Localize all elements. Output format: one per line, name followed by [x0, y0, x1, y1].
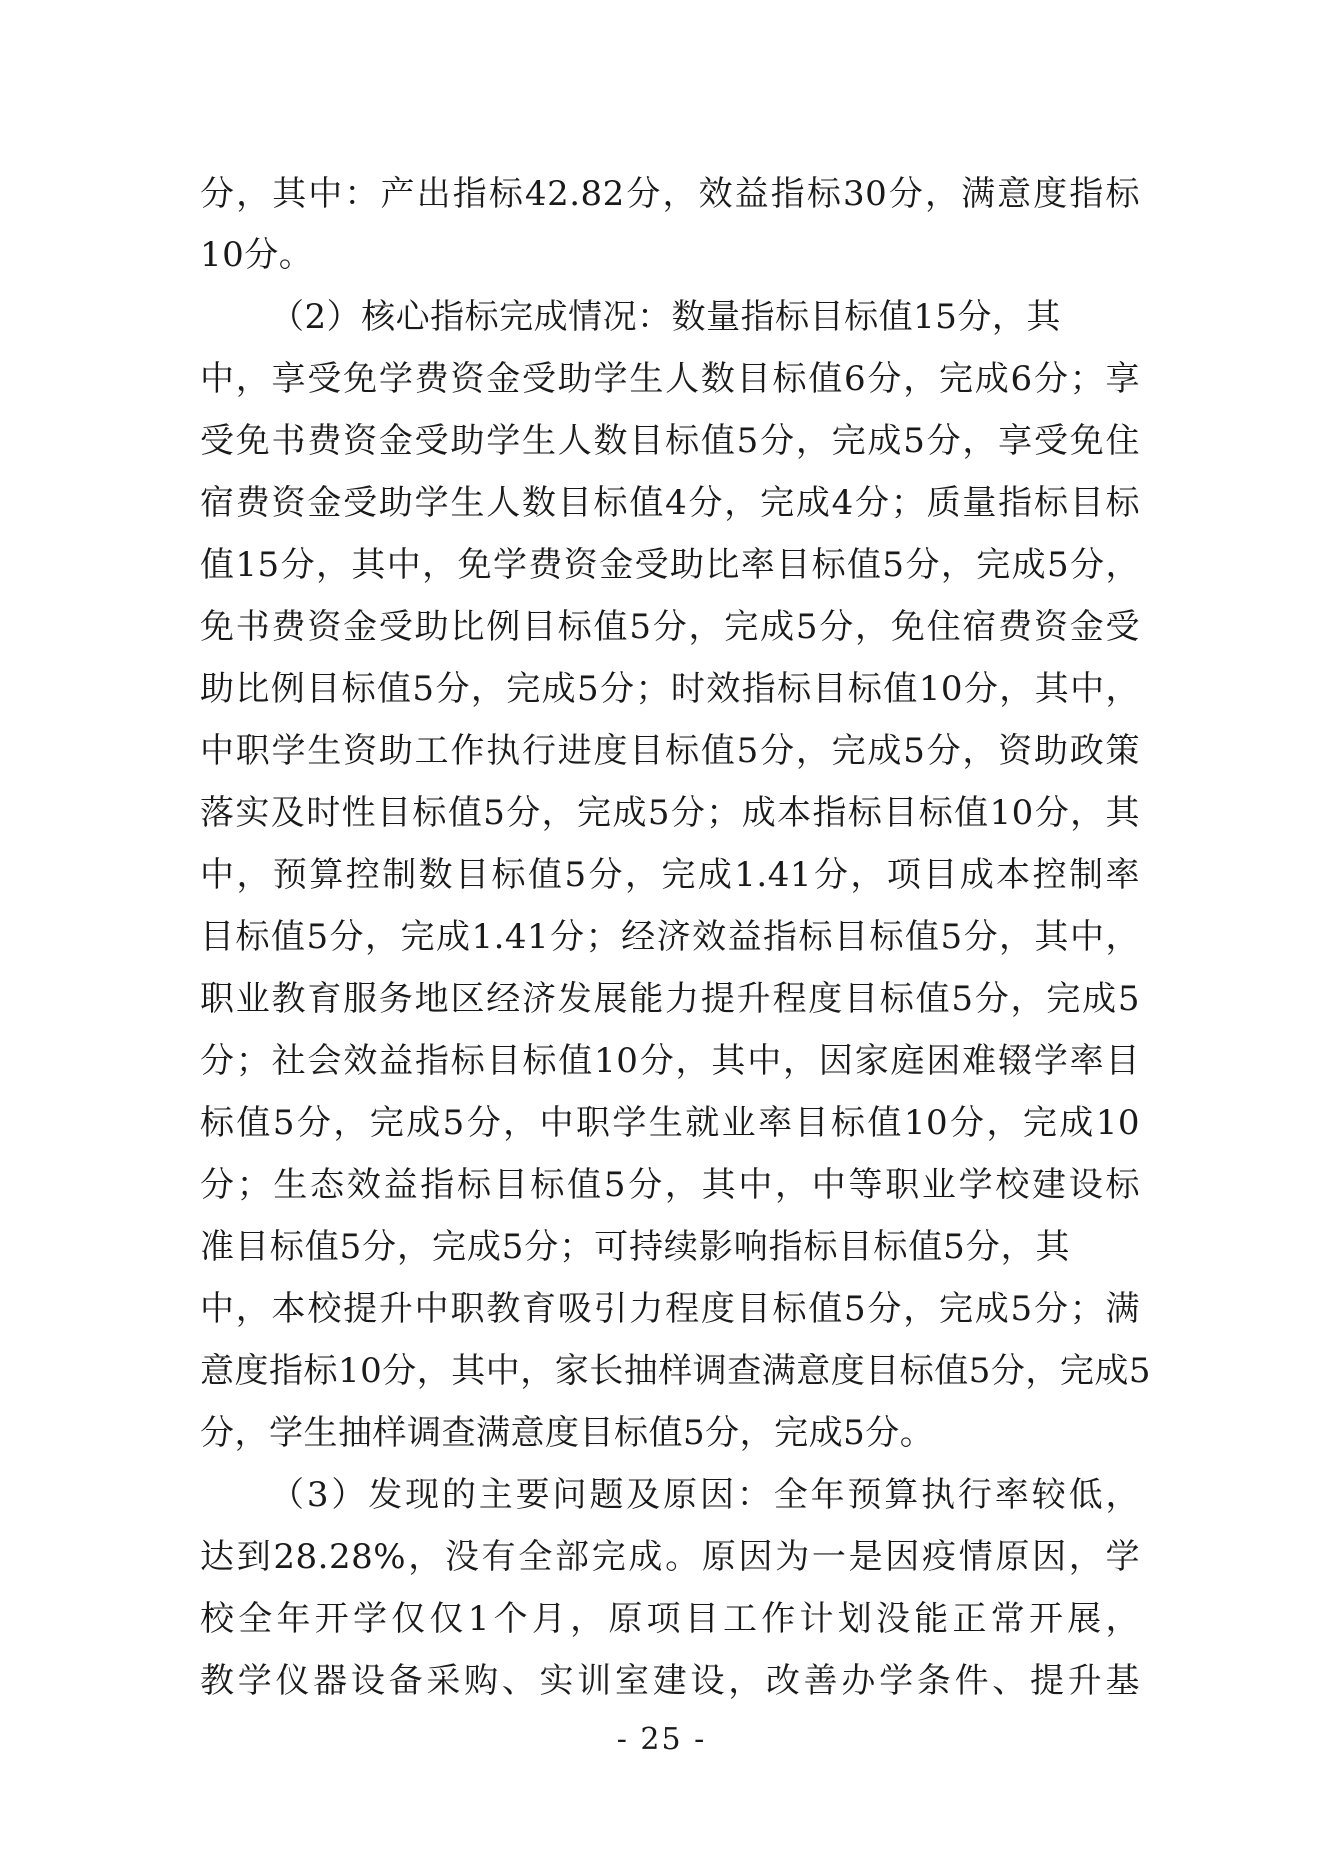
page-number: - 25 -	[616, 1722, 707, 1757]
text-line: 目标值5分，完成1.41分；经济效益指标目标值5分，其中，	[200, 917, 1140, 957]
text-line: 分；生态效益指标目标值5分，其中，中等职业学校建设标	[200, 1165, 1140, 1205]
text-line: 值15分，其中，免学费资金受助比率目标值5分，完成5分，	[200, 545, 1140, 585]
text-line: 中，本校提升中职教育吸引力程度目标值5分，完成5分；满	[200, 1289, 1140, 1329]
text-line: 职业教育服务地区经济发展能力提升程度目标值5分，完成5	[200, 979, 1140, 1019]
text-line: 10分。	[200, 235, 314, 275]
text-line: 准目标值5分，完成5分；可持续影响指标目标值5分，其	[200, 1227, 1070, 1267]
text-line: 校全年开学仅仅1个月，原项目工作计划没能正常开展，	[200, 1599, 1140, 1639]
text-line: 免书费资金受助比例目标值5分，完成5分，免住宿费资金受	[200, 607, 1140, 647]
text-line: 助比例目标值5分，完成5分；时效指标目标值10分，其中，	[200, 669, 1140, 709]
text-line: 宿费资金受助学生人数目标值4分，完成4分；质量指标目标	[200, 483, 1140, 523]
text-line: 分；社会效益指标目标值10分，其中，因家庭困难辍学率目	[200, 1041, 1140, 1081]
text-line: 达到28.28%，没有全部完成。原因为一是因疫情原因，学	[200, 1537, 1140, 1577]
text-line: 分，其中：产出指标42.82分，效益指标30分，满意度指标	[200, 174, 1140, 214]
paragraph-2-start: （2）核心指标完成情况：数量指标目标值15分，其	[270, 297, 1061, 337]
text-line: 意度指标10分，其中，家长抽样调查满意度目标值5分，完成5	[200, 1351, 1152, 1391]
text-line: 受免书费资金受助学生人数目标值5分，完成5分，享受免住	[200, 421, 1140, 461]
text-line: 中，享受免学费资金受助学生人数目标值6分，完成6分；享	[200, 359, 1140, 399]
text-line: 落实及时性目标值5分，完成5分；成本指标目标值10分，其	[200, 793, 1140, 833]
text-line: 中，预算控制数目标值5分，完成1.41分，项目成本控制率	[200, 855, 1140, 895]
text-line: 教学仪器设备采购、实训室建设，改善办学条件、提升基	[200, 1661, 1140, 1701]
paragraph-3-start: （3）发现的主要问题及原因：全年预算执行率较低，	[270, 1475, 1140, 1515]
text-line: 中职学生资助工作执行进度目标值5分，完成5分，资助政策	[200, 731, 1140, 771]
text-line: 分，学生抽样调查满意度目标值5分，完成5分。	[200, 1413, 935, 1453]
text-line: 标值5分，完成5分，中职学生就业率目标值10分，完成10	[200, 1103, 1140, 1143]
